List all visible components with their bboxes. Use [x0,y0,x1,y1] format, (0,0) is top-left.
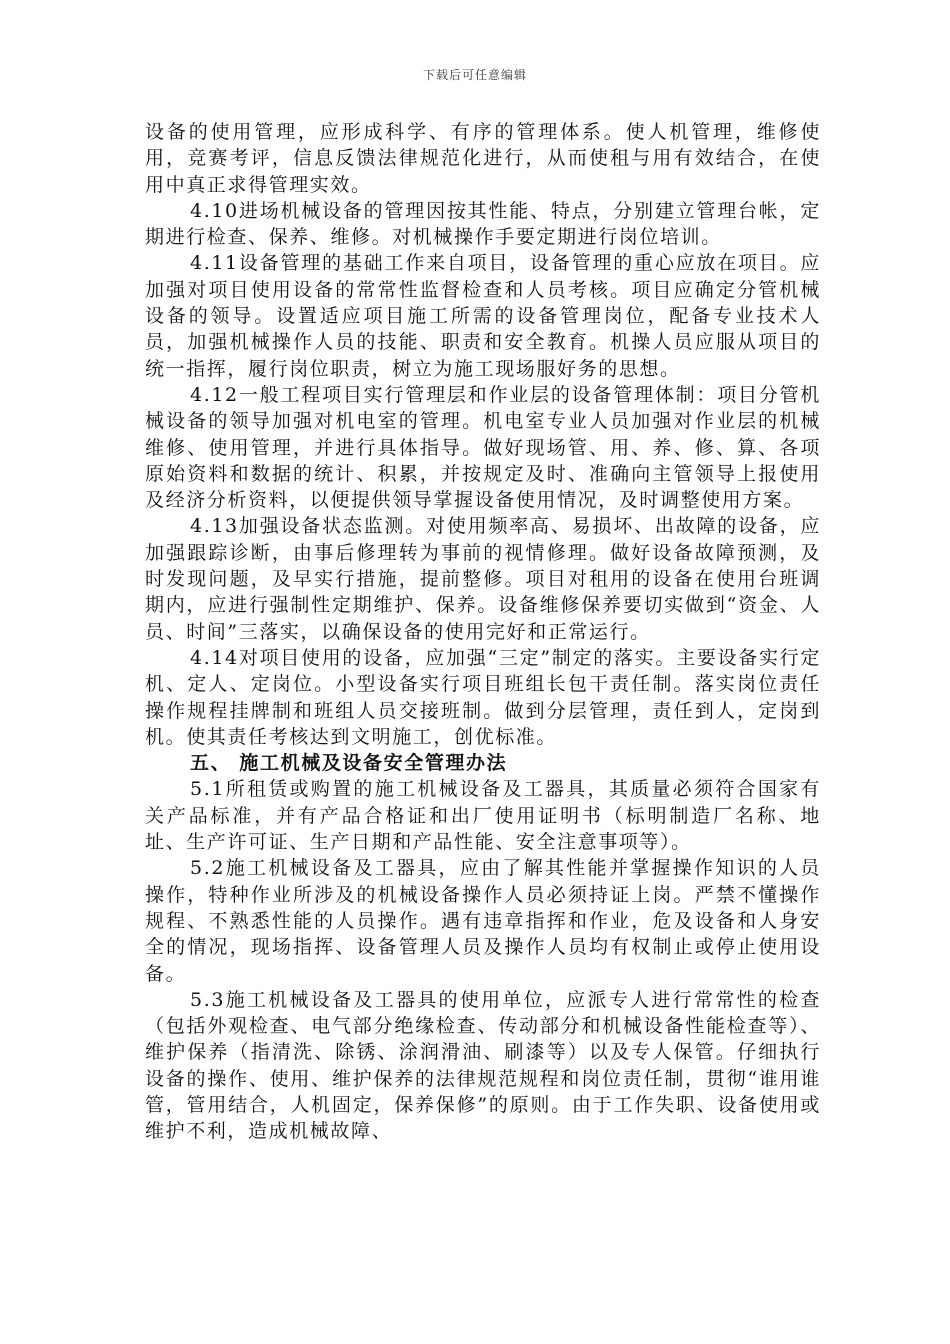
document-body [145,119,821,1145]
paragraph-5-3: 5.3施工机械设备及工器具的使用单位，应派专人进行常常性的检查（包括外观检查、电气部分绝缘检查、传动部分和机械设备性能检查等）、维护保养（指清洗、除锈、涂润滑油、刷漆等）以及专人保管。仔细执行设备的操作、使用、维护保养的法律规范规程和岗位责任制，贯彻“谁用谁管，管用结合，人机固定，保养保修”的原则。由于工作失职、设备使用或维护不利，造成机械故障、 [145,988,821,1143]
paragraph-4-12: 4.12一般工程项目实行管理层和作业层的设备管理体制：项目分管机械设备的领导加强对机电室的管理。机电室专业人员加强对作业层的机械维修、使用管理，并进行具体指导。做好现场管、用、养、修、算、各项原始资料和数据的统计、积累，并按规定及时、准确向主管领导上报使用及经济分析资料，以便提供领导掌握设备使用情况，及时调整使用方案。 [145,383,821,512]
paragraph-4-13: 4.13加强设备状态监测。对使用频率高、易损坏、出故障的设备，应加强跟踪诊断，由事后修理转为事前的视情修理。做好设备故障预测，及时发现问题，及早实行措施，提前整修。项目对租用的设备在使用台班调期内，应进行强制性定期维护、保养。设备维修保养要切实做到“资金、人员、时间”三落实，以确保设备的使用完好和正常运行。 [145,515,821,643]
paragraph-4-10: 4.10进场机械设备的管理因按其性能、特点，分别建立管理台帐，定期进行检查、保养、维修。对机械操作手要定期进行岗位培训。 [145,199,821,249]
paragraph-continued: 设备的使用管理，应形成科学、有序的管理体系。使人机管理，维修使用，竞赛考评，信息反馈法律规范化进行，从而使租与用有效结合，在使用中真正求得管理实效。 [145,121,821,196]
page-header-note: 下载后可任意编辑 [422,68,527,82]
paragraph-5-2: 5.2施工机械设备及工器具，应由了解其性能并掌握操作知识的人员操作，特种作业所涉及的机械设备操作人员必须持证上岗。严禁不懂操作规程、不熟悉性能的人员操作。遇有违章指挥和作业，危及设备和人身安全的情况，现场指挥、设备管理人员及操作人员均有权制止或停止使用设备。 [145,857,821,985]
paragraph-4-11: 4.11设备管理的基础工作来自项目，设备管理的重心应放在项目。应加强对项目使用设备的常常性监督检查和人员考核。项目应确定分管机械设备的领导。设置适应项目施工所需的设备管理岗位，配备专业技术人员，加强机械操作人员的技能、职责和安全教育。机操人员应服从项目的统一指挥，履行岗位职责，树立为施工现场服好务的思想。 [145,252,821,380]
paragraph-5-1: 5.1所租赁或购置的施工机械设备及工器具，其质量必须符合国家有关产品标准，并有产品合格证和出厂使用证明书（标明制造厂名称、地址、生产许可证、生产日期和产品性能、安全注意事项等）。 [145,778,821,854]
paragraph-4-14: 4.14对项目使用的设备，应加强“三定”制定的落实。主要设备实行定机、定人、定岗位。小型设备实行项目班组长包干责任制。落实岗位责任操作规程挂牌制和班组人员交接班制。做到分层管理，责任到人，定岗到机。使其责任考核达到文明施工，创优标准。 [145,646,821,748]
section-heading-5: 五、 施工机械及设备安全管理办法 [190,752,508,775]
